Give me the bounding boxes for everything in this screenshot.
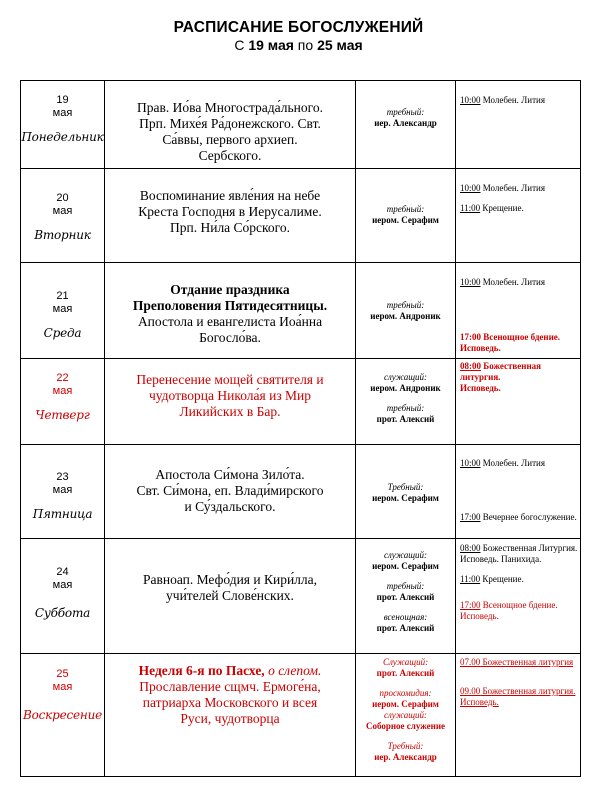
clergy-name: иером. Серафим <box>372 493 439 503</box>
service-line <box>456 554 580 565</box>
service-text: Исповедь. Панихида. <box>460 554 542 564</box>
service-time: 17:00 <box>460 600 481 610</box>
table-row <box>21 445 581 539</box>
saint-line: Прп. Михе́я Ра́донежского. Свт. <box>139 116 321 131</box>
service-text: Исповедь. <box>460 611 499 621</box>
day-number: 23 <box>56 471 69 483</box>
table-row <box>21 654 581 777</box>
saint-line: Апостола и евангелиста Иоа́нна <box>137 314 323 329</box>
service-text: Вечернее богослужение. <box>480 512 577 522</box>
service-time: 10:00 <box>460 277 481 287</box>
service-cell <box>456 263 581 359</box>
date-to: 25 мая <box>317 37 363 53</box>
clergy-name: Соборное служение <box>365 721 445 731</box>
clergy-name: иером. Андроник <box>370 311 441 321</box>
service-line <box>456 574 580 585</box>
saint-line: Воспоминание явле́ния на небе <box>139 188 321 203</box>
service-time: 07.00 <box>460 657 481 667</box>
day-weekday: Вторник <box>34 228 91 242</box>
service-text: Исповедь. <box>460 383 501 393</box>
clergy-name: иером. Серафим <box>372 215 439 225</box>
day-cell <box>21 359 105 445</box>
feast-subtitle: о слепом. <box>264 663 322 678</box>
day-cell <box>21 539 105 654</box>
table-row <box>21 263 581 359</box>
saint-line: Равноап. Мефо́дия и Кири́лла, <box>142 572 318 587</box>
service-cell <box>456 654 581 777</box>
day-cell <box>21 81 105 169</box>
clergy-role: служащий: <box>383 710 428 720</box>
day-number: 19 <box>56 94 69 106</box>
service-cell <box>456 169 581 263</box>
service-time: 10:00 <box>460 458 481 468</box>
service-line <box>456 203 580 214</box>
page-title: РАСПИСАНИЕ БОГОСЛУЖЕНИЙ <box>173 19 424 36</box>
clergy-cell <box>356 539 456 654</box>
table-row <box>21 169 581 263</box>
clergy-role: требный: <box>386 581 425 591</box>
service-text: Божественная литургия <box>480 657 574 667</box>
day-weekday: Понедельник <box>21 130 104 144</box>
service-line <box>456 277 580 288</box>
day-cell <box>21 169 105 263</box>
service-text: Молебен. Лития <box>480 458 545 468</box>
day-month: мая <box>52 385 73 397</box>
saint-line: Креста Господня в Иерусалиме. <box>138 204 322 219</box>
service-cell <box>456 539 581 654</box>
saint-cell <box>105 445 356 539</box>
day-cell <box>21 263 105 359</box>
service-line <box>456 383 580 394</box>
service-text: Божественная литургия. <box>460 361 541 382</box>
day-weekday: Суббота <box>34 606 91 620</box>
day-weekday: Пятница <box>32 507 93 521</box>
service-line <box>456 697 580 708</box>
clergy-role: всенощная: <box>383 612 428 622</box>
service-time: 08:00 <box>460 361 481 371</box>
service-time: 09.00 <box>460 686 481 696</box>
day-number: 25 <box>56 668 69 680</box>
clergy-role: Служащий: <box>382 657 429 667</box>
saint-line: Сербского. <box>198 148 262 163</box>
service-text: Молебен. Лития <box>480 277 545 287</box>
clergy-role: проскомидия: <box>379 688 432 698</box>
service-time: 17:00 <box>460 512 481 522</box>
saint-line: патриарха Московского и всея <box>142 695 318 710</box>
service-line <box>456 361 580 383</box>
clergy-role: Требный: <box>387 482 424 492</box>
saint-cell <box>105 81 356 169</box>
clergy-role: служащий: <box>383 372 428 382</box>
saint-line: Прав. Ио́ва Многострада́льного. <box>137 100 323 115</box>
service-text: Крещение. <box>480 203 524 213</box>
service-text: Молебен. Лития <box>480 183 545 193</box>
vigil-line <box>456 600 580 611</box>
clergy-role: требный: <box>386 403 425 413</box>
saint-line: Прославление сщмч. Ермоге́на, <box>139 679 321 694</box>
day-number: 22 <box>56 372 69 384</box>
clergy-role: требный: <box>386 107 425 117</box>
saint-line: чудотворца Никола́я из Мир <box>148 388 312 403</box>
clergy-name: прот. Алексий <box>376 623 435 633</box>
service-line <box>456 657 580 668</box>
saint-cell <box>105 169 356 263</box>
day-number: 21 <box>56 290 69 302</box>
feast-line: Отдание праздника <box>170 282 290 297</box>
saint-line: Апостола Си́мона Зило́та. <box>155 467 305 482</box>
day-number: 20 <box>56 192 69 204</box>
day-month: мая <box>52 303 73 315</box>
clergy-name: иером. Серафим <box>372 561 439 571</box>
service-time: 11:00 <box>460 203 481 213</box>
service-time: 10:00 <box>460 95 481 105</box>
service-text: Божественная литургия. <box>480 686 576 696</box>
clergy-name: прот. Алексий <box>376 414 435 424</box>
service-line <box>456 458 580 469</box>
saint-cell <box>105 539 356 654</box>
table-row <box>21 539 581 654</box>
service-cell <box>456 81 581 169</box>
clergy-role: требный: <box>386 204 425 214</box>
clergy-cell <box>356 263 456 359</box>
service-time: 08:00 <box>460 543 481 553</box>
saint-cell <box>105 654 356 777</box>
service-cell <box>456 445 581 539</box>
vigil-line: 17:00 Всенощное бдение. <box>460 332 561 342</box>
clergy-cell <box>356 359 456 445</box>
confession-line: Исповедь. <box>460 343 501 353</box>
clergy-name: иером. Андроник <box>370 383 441 393</box>
service-line <box>456 512 580 523</box>
saint-line: Свт. Си́мона, еп. Влади́мирского <box>136 483 324 498</box>
day-cell <box>21 445 105 539</box>
feast-title: Неделя 6-я по Пасхе, <box>138 663 265 678</box>
range-mid: по <box>293 37 318 53</box>
service-line <box>456 183 580 194</box>
day-month: мая <box>52 107 73 119</box>
service-time: 10:00 <box>460 183 481 193</box>
saint-line: Руси, чудотворца <box>180 711 280 726</box>
day-month: мая <box>52 205 73 217</box>
saint-line: Са́ввы, первого архиеп. <box>162 132 298 147</box>
day-cell <box>21 654 105 777</box>
clergy-role: Требный: <box>387 741 424 751</box>
clergy-cell <box>356 169 456 263</box>
saint-line: Прп. Ни́ла Со́рского. <box>170 220 290 235</box>
date-from: 19 мая <box>248 37 294 53</box>
day-weekday: Среда <box>43 326 82 340</box>
service-text: Всенощное бдение. <box>480 600 558 610</box>
saint-cell <box>105 263 356 359</box>
clergy-name: иер. Александр <box>374 118 437 128</box>
clergy-name: иером. Серафим <box>372 699 439 709</box>
clergy-cell <box>356 445 456 539</box>
clergy-name: прот. Алексий <box>376 668 435 678</box>
service-cell <box>456 359 581 445</box>
service-line <box>456 543 580 554</box>
day-month: мая <box>52 681 73 693</box>
day-weekday: Воскресение <box>22 708 103 722</box>
date-range <box>0 37 597 53</box>
day-number: 24 <box>56 566 69 578</box>
saint-line: Ликийских в Бар. <box>179 404 281 419</box>
service-text: Исповедь. <box>460 697 499 707</box>
saint-line: учи́телей Слове́нских. <box>166 588 294 603</box>
service-line <box>456 95 580 106</box>
saint-line: и Су́здальского. <box>184 499 276 514</box>
clergy-role: служащий: <box>383 550 428 560</box>
range-prefix: С <box>234 37 249 53</box>
day-month: мая <box>52 484 73 496</box>
day-weekday: Четверг <box>35 408 90 422</box>
clergy-name: прот. Алексий <box>376 592 435 602</box>
day-month: мая <box>52 579 73 591</box>
saint-line: Богосло́ва. <box>199 330 261 345</box>
clergy-role: требный: <box>386 300 425 310</box>
saint-line: Перенесение мощей святителя и <box>136 372 324 387</box>
schedule-table <box>20 80 581 777</box>
service-time: 11:00 <box>460 574 481 584</box>
clergy-cell <box>356 654 456 777</box>
confession-line <box>456 611 580 622</box>
table-row <box>21 359 581 445</box>
clergy-cell <box>356 81 456 169</box>
feast-line <box>109 663 351 679</box>
table-row <box>21 81 581 169</box>
service-text: Божественная Литургия. <box>480 543 578 553</box>
service-line <box>456 686 580 697</box>
feast-line: Преполовения Пятидесятницы. <box>132 298 328 313</box>
service-text: Молебен. Лития <box>480 95 545 105</box>
clergy-name: иер. Александр <box>374 752 437 762</box>
service-text: Крещение. <box>480 574 524 584</box>
saint-cell <box>105 359 356 445</box>
